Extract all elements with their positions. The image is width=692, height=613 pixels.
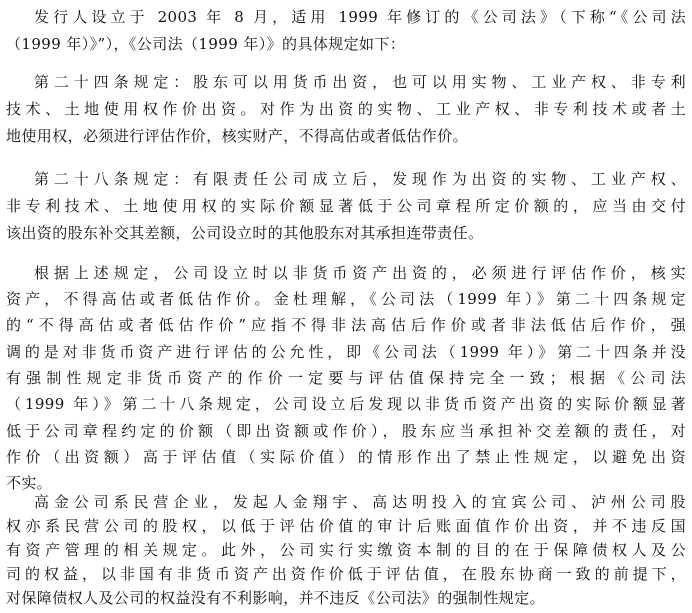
paragraph-2-line-3: 地使用权，必须进行评估作价，核实财产，不得高估或者低估作价。 <box>6 127 469 145</box>
paragraph-4-line-8: 作价（出资额）高于评估值（实际价值）的情形作出了禁止性规定，以避免出资 <box>6 448 686 466</box>
paragraph-2-line-2: 技术、土地使用权作价出资。对作为出资的实物、工业产权、非专利技术或者土 <box>6 100 686 118</box>
paragraph-4-line-9: 不实。 <box>6 474 53 492</box>
paragraph-5-line-5: 对保障债权人及公司的权益没有不利影响，并不违反《公司法》的强制性规定。 <box>6 589 546 607</box>
paragraph-5-line-3: 有资产管理的相关规定。此外，公司实行实缴资本制的目的在于保障债权人及公 <box>6 541 686 559</box>
paragraph-5-line-4: 司的权益，以非国有非货币资产出资作价低于评估值，在股东协商一致的前提下， <box>6 565 686 583</box>
paragraph-4-line-5: 有强制性规定非货币资产的作价一定要与评估值保持完全一致；根据《公司法 <box>6 369 686 387</box>
paragraph-2-line-1: 第二十四条规定：股东可以用货币出资，也可以用实物、工业产权、非专利 <box>34 73 686 91</box>
paragraph-5-line-2: 权亦系民营公司的股权，以低于评估价值的审计后账面值作价出资，并不违反国 <box>6 517 686 535</box>
paragraph-4-line-2: 资产，不得高估或者低估作价。金杜理解，《公司法（1999 年）》第二十四条规定 <box>6 290 686 308</box>
paragraph-1-line-2: （1999 年）》”），《公司法（1999 年）》的具体规定如下： <box>6 35 406 53</box>
paragraph-1-line-1: 发行人设立于 2003 年 8 月，适用 1999 年修订的《公司法》（下称“《公司法 <box>34 8 686 26</box>
paragraph-3-line-2: 非专利技术、土地使用权的实际价额显著低于公司章程所定价额的，应当由交付 <box>6 197 686 215</box>
paragraph-3-line-3: 该出资的股东补交其差额，公司设立时的其他股东对其承担连带责任。 <box>6 224 484 242</box>
paragraph-4-line-3: 的“不得高估或者低估作价”应指不得非法高估后作价或者非法低估后作价，强 <box>6 316 686 334</box>
paragraph-5-line-1: 高金公司系民营企业，发起人金翔宇、高达明投入的宜宾公司、泸州公司股 <box>34 493 686 511</box>
paragraph-4-line-6: （1999 年）》第二十八条规定，公司设立后发现以非货币资产出资的实际价额显著 <box>6 395 686 413</box>
paragraph-4-line-7: 低于公司章程约定的价额（即出资额或作价），股东应当承担补交差额的责任，对 <box>6 422 686 440</box>
paragraph-4-line-4: 调的是对非货币资产进行评估的公允性，即《公司法（1999 年）》第二十四条并没 <box>6 343 686 361</box>
paragraph-3-line-1: 第二十八条规定：有限责任公司成立后，发现作为出资的实物、工业产权、 <box>34 170 686 188</box>
paragraph-4-line-1: 根据上述规定，公司设立时以非货币资产出资的，必须进行评估作价，核实 <box>34 264 686 282</box>
